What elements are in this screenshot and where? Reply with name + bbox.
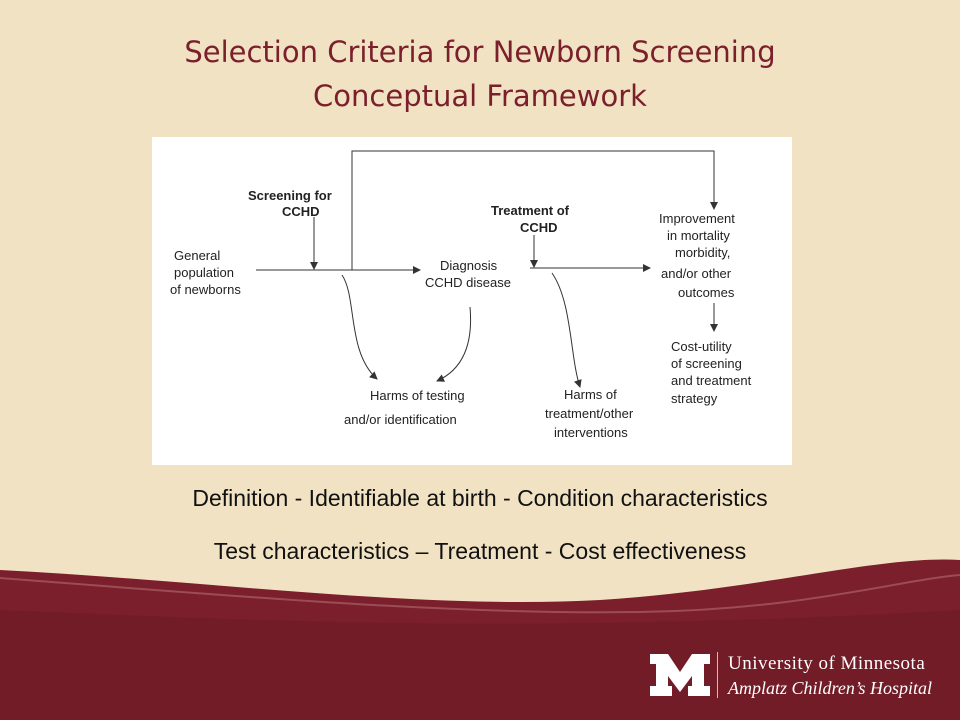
node-treatment — [491, 203, 573, 235]
criteria-line-2: Test characteristics – Treatment - Cost effectiveness — [213, 538, 747, 564]
slide-title — [0, 30, 960, 118]
node-improvement — [659, 211, 739, 300]
conceptual-framework-diagram — [152, 137, 792, 465]
label-harms-treatment-line-3: interventions — [554, 425, 628, 440]
label-improvement-line-2: in mortality — [667, 228, 730, 243]
label-general-line-3: of newborns — [170, 282, 241, 297]
arrow-treatment-to-harms — [552, 273, 580, 387]
arrow-screening-to-harms — [342, 275, 377, 379]
block-m-icon — [648, 652, 712, 698]
label-cost-line-1: Cost-utility — [671, 339, 732, 354]
label-cost-line-3: and treatment — [671, 373, 752, 388]
label-improvement-line-5: outcomes — [678, 285, 735, 300]
label-improvement-line-4: and/or other — [661, 266, 732, 281]
label-general-line-2: population — [174, 265, 234, 280]
label-improvement-line-3: morbidity, — [675, 245, 731, 260]
label-cost-line-2: of screening — [671, 356, 742, 371]
criteria-line-1: Definition - Identifiable at birth - Condition characteristics — [192, 485, 768, 511]
label-treatment-line-2: CCHD — [520, 220, 558, 235]
node-harms-treatment — [545, 387, 637, 440]
node-screening — [248, 188, 335, 219]
diagram-canvas — [152, 137, 792, 465]
label-diagnosis-line-1: Diagnosis — [440, 258, 498, 273]
arrow-diagnosis-to-harms — [437, 307, 471, 381]
label-general-line-1: General — [174, 248, 221, 263]
label-harms-testing-line-2: and/or identification — [344, 412, 457, 427]
label-harms-treatment-line-1: Harms of — [564, 387, 617, 402]
university-name: University of Minnesota — [728, 653, 926, 674]
node-general-population — [170, 248, 241, 297]
title-line-1: Selection Criteria for Newborn Screening — [184, 35, 776, 69]
logo-divider — [717, 652, 718, 698]
label-screening-line-2: CCHD — [282, 204, 320, 219]
label-diagnosis-line-2: CCHD disease — [425, 275, 511, 290]
label-cost-line-4: strategy — [671, 391, 718, 406]
hospital-name: Amplatz Children’s Hospital — [728, 678, 933, 698]
label-harms-treatment-line-2: treatment/other — [545, 406, 634, 421]
label-screening-line-1: Screening for — [248, 188, 332, 203]
label-treatment-line-1: Treatment of — [491, 203, 570, 218]
title-line-2: Conceptual Framework — [313, 79, 647, 113]
label-harms-testing-line-1: Harms of testing — [370, 388, 465, 403]
node-harms-testing — [344, 388, 468, 427]
node-cost-utility — [671, 339, 755, 406]
node-diagnosis — [425, 258, 511, 290]
university-logo — [648, 650, 933, 700]
label-improvement-line-1: Improvement — [659, 211, 735, 226]
